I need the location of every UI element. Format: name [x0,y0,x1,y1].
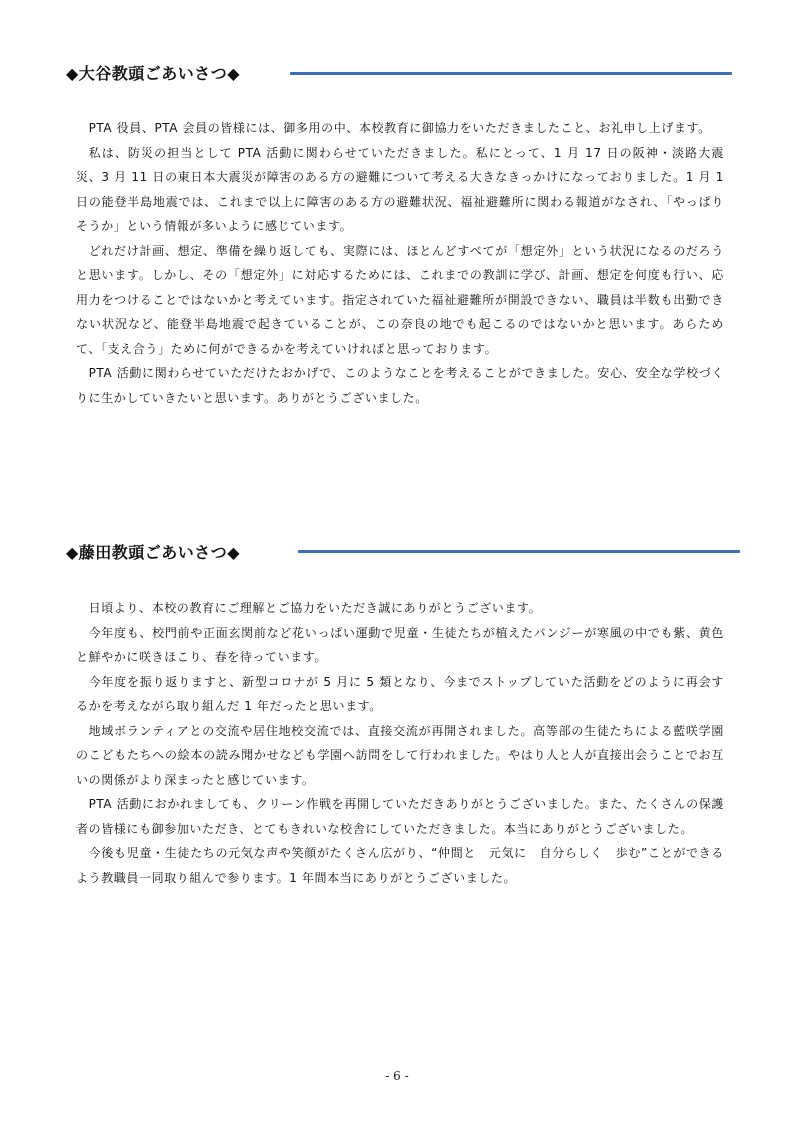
paragraph: PTA 活動におかれましても、クリーン作戦を再開していただきありがとうございました。また、たくさんの保護者の皆様にも御参加いただき、とてもきれいな校舎にしていただきました。本当にありがとうございました。 [76,797,724,836]
paragraph: PTA 活動に関わらせていただけたおかげで、このようなことを考えることができました。安心、安全な学校づくりに生かしていきたいと思います。ありがとうございました。 [76,366,724,405]
paragraph: 今年度も、校門前や正面玄関前など花いっぱい運動で児童・生徒たちが植えたパンジーが寒風の中でも紫、黄色と鮮やかに咲きほこり、春を待っています。 [76,625,724,664]
paragraph: PTA 役員、PTA 会員の皆様には、御多用の中、本校教育に御協力をいただきましたこと、お礼申し上げます。 [88,121,711,135]
section-heading-row [66,539,240,563]
heading-rule [290,72,732,75]
paragraph: 今後も児童・生徒たちの元気な声や笑顔がたくさん広がり、“仲間と 元気に 自分らしく 歩む”ことができるよう教職員一同取り組んで参ります。1 年間本当にありがとうございました。 [76,846,724,885]
paragraph: 私は、防災の担当として PTA 活動に関わらせていただきました。私にとって、1 月 17 日の阪神・淡路大震災、3 月 11 日の東日本大震災が障害のある方の避難について考える大きなきっかけになっておりました。1 月 1 日の能登半島地震では、これまで以上に障害のある方の避難状況、福祉避難所に関わる報道がなされ、「やっぱりそうか」という情報が多いように感じています。 [76,145,724,233]
paragraph: 今年度を振り返りますと、新型コロナが 5 月に 5 類となり、今までストップしていた活動をどのように再会するかを考えながら取り組んだ 1 年だったと思います。 [76,674,724,713]
paragraph: どれだけ計画、想定、準備を繰り返しても、実際には、ほとんどすべてが「想定外」という状況になるのだろうと思います。しかし、その「想定外」に対応するためには、これまでの教訓に学び、計画、想定を何度も行い、応用力をつけることではないかと考えています。指定されていた福祉避難所が開設できない、職員は半数も出勤できない状況など、能登半島地震で起きていることが、この奈良の地でも起こるのではないかと思います。あらためて、「支え合う」ために何ができるかを考えていければと思っております。 [76,243,724,356]
paragraph: 日頃より、本校の教育にご理解とご協力をいただき誠にありがとうございます。 [88,601,542,615]
section-heading: ◆藤田教頭ごあいさつ◆ [66,542,241,562]
page-number: - 6 - [385,1069,409,1083]
section-body [76,116,724,410]
section-heading: ◆大谷教頭ごあいさつ◆ [66,63,241,83]
section-body [76,596,724,890]
section-heading-row [66,60,240,84]
heading-rule [298,550,740,553]
paragraph: 地域ボランティアとの交流や居住地校交流では、直接交流が再開されました。高等部の生徒たちによる藍咲学園のこどもたちへの絵本の読み聞かせなども学園へ訪問をして行われました。やはり人と人が直接出会うことでお互いの関係がより深まったと感じています。 [76,723,724,787]
